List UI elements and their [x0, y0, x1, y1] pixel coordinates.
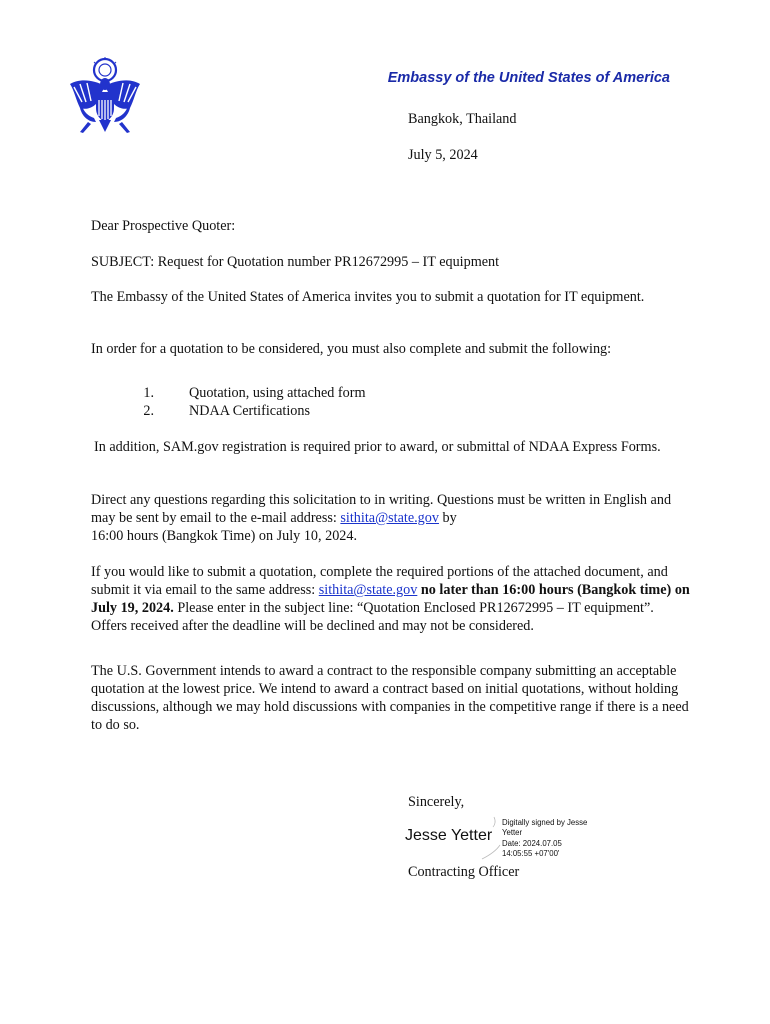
requirements-list: [91, 384, 591, 420]
questions-email-link[interactable]: sithita@state.gov: [340, 510, 439, 526]
salutation: Dear Prospective Quoter:: [91, 218, 236, 234]
subject-line: SUBJECT: Request for Quotation number PR12672995 – IT equipment: [91, 254, 500, 270]
city-line: Bangkok, Thailand: [408, 111, 517, 127]
signature-scribble-icon: [478, 815, 504, 861]
closing: Sincerely,: [408, 794, 465, 810]
great-seal-eagle-icon: [66, 56, 144, 138]
signer-title: Contracting Officer: [408, 864, 520, 880]
submission-deadline: no later than 16:00 hours (Bangkok time) on July 19, 2024.: [91, 582, 690, 616]
paragraph-sam-registration: In addition, SAM.gov registration is required prior to award, or submittal of NDAA Express Forms.: [94, 439, 661, 455]
paragraph-requirements: In order for a quotation to be considered, you must also complete and submit the following:: [91, 341, 612, 357]
questions-text: Direct any questions regarding this solicitation to in writing. Questions must be written in English and may be sent by email to the e-mail address:: [91, 492, 672, 526]
digital-signature-line: Date: 2024.07.05: [502, 838, 562, 848]
list-item-number: 2.: [143, 403, 154, 419]
list-item-number: 1.: [143, 385, 154, 401]
embassy-name: Embassy of the United States of America: [387, 70, 670, 86]
submission-email-link[interactable]: sithita@state.gov: [318, 582, 418, 598]
paragraph-submission: [91, 563, 691, 635]
signer-name: Jesse Yetter: [405, 827, 493, 844]
letter-date: July 5, 2024: [408, 147, 478, 163]
submission-text: If you would like to submit a quotation, complete the required portions of the attached document, and submit it via email to the same address:: [91, 564, 668, 598]
paragraph-award: The U.S. Government intends to award a contract to the responsible company submitting an acceptable quotation at the lowest price. We intend to award a contract based on initial quotations, without holding discussions, although we may hold discussions with companies in the competitive range if there is a need to do so.: [91, 663, 689, 733]
list-item: [91, 402, 591, 420]
list-item-text: NDAA Certifications: [189, 403, 310, 419]
submission-instructions: Please enter in the subject line: “Quotation Enclosed PR12672995 – IT equipment”. Offers received after the deadline will be declined and may not be considered.: [91, 600, 654, 634]
digital-signature-line: Yetter: [502, 828, 523, 838]
digital-signature-line: 14:05:55 +07'00': [502, 849, 560, 859]
list-item-text: Quotation, using attached form: [189, 385, 366, 401]
list-item: [91, 384, 591, 402]
questions-deadline: 16:00 hours (Bangkok Time) on July 10, 2024.: [91, 528, 358, 544]
questions-text-by: by: [442, 510, 457, 526]
paragraph-invitation: The Embassy of the United States of America invites you to submit a quotation for IT equipment.: [91, 289, 645, 305]
paragraph-questions: [91, 491, 691, 545]
digital-signature-line: Digitally signed by Jesse: [502, 818, 588, 827]
digital-signature-block: [502, 818, 602, 860]
